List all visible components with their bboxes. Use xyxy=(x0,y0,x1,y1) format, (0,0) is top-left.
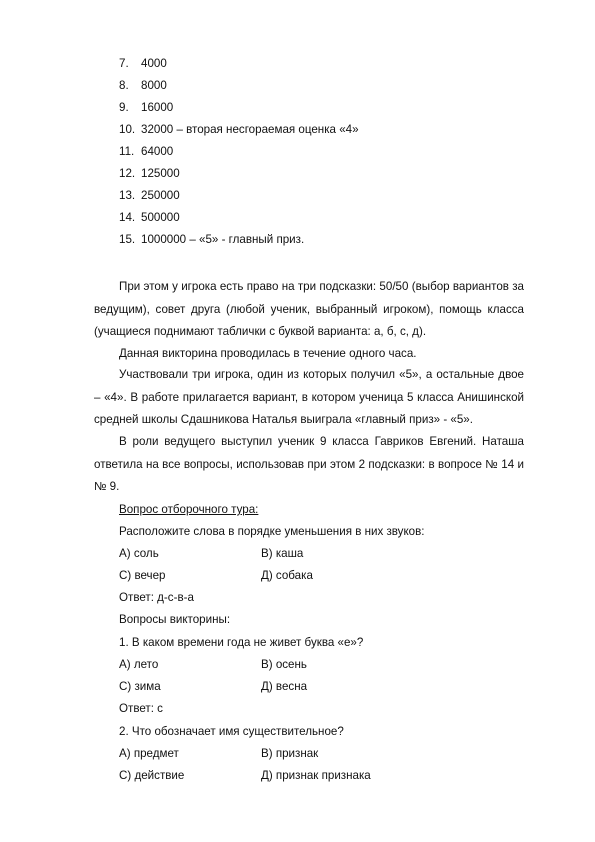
question-1-answer: Ответ: с xyxy=(119,702,163,715)
prize-item: 13. 250000 xyxy=(119,189,180,202)
question-2: 2. Что обозначает имя существительное? xyxy=(119,725,344,738)
paragraph-players: Участвовали три игрока, один из которых получил «5», а остальные двое – «4». В работе прилагается вариант, в котором ученица 5 класса Анишинской средней школы Сдашникова Наталья выиграла «главный приз» - «5». xyxy=(94,368,524,426)
prize-item: 8. 8000 xyxy=(119,79,167,92)
option-a: А) предмет xyxy=(119,747,179,760)
question-1: 1. В каком времени года не живет буква «е»? xyxy=(119,636,364,649)
prize-item: 7. 4000 xyxy=(119,57,167,70)
prize-item: 14. 500000 xyxy=(119,211,180,224)
qualifying-question: Расположите слова в порядке уменьшения в них звуков: xyxy=(119,525,425,538)
prize-item: 11. 64000 xyxy=(119,145,174,158)
qualifying-heading: Вопрос отборочного тура: xyxy=(119,503,259,516)
quiz-heading: Вопросы викторины: xyxy=(119,613,231,626)
option-c: С) вечер xyxy=(119,569,166,582)
option-c: С) зима xyxy=(119,680,161,693)
option-b: В) осень xyxy=(261,658,307,671)
option-a: А) соль xyxy=(119,547,159,560)
option-a: А) лето xyxy=(119,658,159,671)
paragraph-duration: Данная викторина проводилась в течение одного часа. xyxy=(119,347,417,360)
prize-item: 15. 1000000 – «5» - главный приз. xyxy=(119,233,305,246)
paragraph-hints: При этом у игрока есть право на три подсказки: 50/50 (выбор вариантов за ведущим), совет друга (любой ученик, выбранный игроком), помощь класса (учащиеся поднимают таблички с буквой варианта: а, б, с, д). xyxy=(94,280,524,338)
option-d: Д) весна xyxy=(261,680,308,693)
option-c: С) действие xyxy=(119,769,185,782)
option-d: Д) признак признака xyxy=(261,769,371,782)
option-b: В) признак xyxy=(261,747,319,760)
prize-item: 10. 32000 – вторая несгораемая оценка «4» xyxy=(119,123,359,136)
option-b: В) каша xyxy=(261,547,304,560)
prize-item: 12. 125000 xyxy=(119,167,180,180)
qualifying-answer: Ответ: д-с-в-а xyxy=(119,591,194,604)
paragraph-host: В роли ведущего выступил ученик 9 класса Гавриков Евгений. Наташа ответила на все вопросы, использовав при этом 2 подсказки: в вопросе № 14 и № 9. xyxy=(94,435,524,493)
option-d: Д) собака xyxy=(261,569,313,582)
prize-item: 9. 16000 xyxy=(119,101,174,114)
